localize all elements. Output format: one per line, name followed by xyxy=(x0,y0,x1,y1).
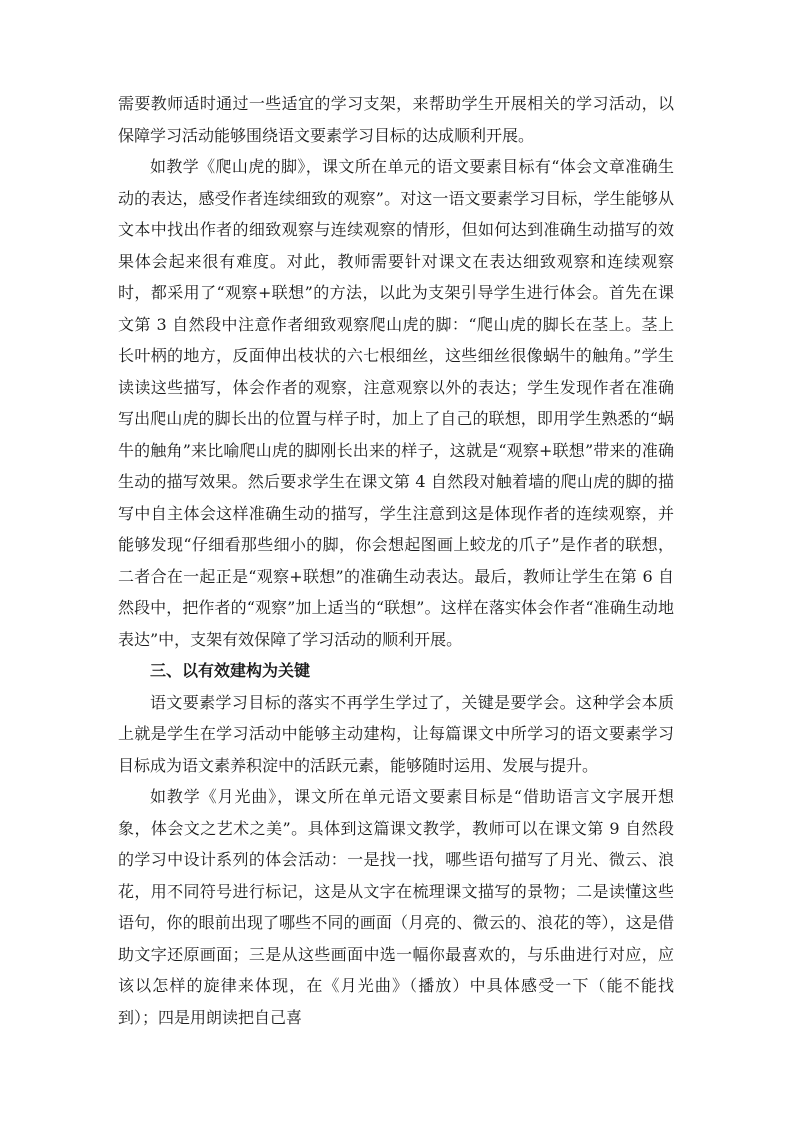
section-heading: 三、以有效建构为关键 xyxy=(150,661,311,680)
paragraph-continuation: 需要教师适时通过一些适宜的学习支架，来帮助学生开展相关的学习活动，以保障学习活动能够围绕语文要素学习目标的达成顺利开展。 xyxy=(118,94,674,145)
paragraph-effective-construction: 语文要素学习目标的落实不再学生学过了，关键是要学会。这种学会本质上就是学生在学习活动中能够主动建构，让每篇课文中所学习的语文要素学习目标成为语文素养积淀中的活跃元素，能够随时运用、发展与提升。 xyxy=(118,692,674,775)
paragraph-climbing-ivy-example: 如教学《爬山虎的脚》，课文所在单元的语文要素目标有“体会文章准确生动的表达，感受作者连续细致的观察”。对这一语文要素学习目标，学生能够从文本中找出作者的细致观察与连续观察的情形，但如何达到准确生动描写的效果体会起来很有难度。对此，教师需要针对课文在表达细致观察和连续观察时，都采用了“观察+联想”的方法，以此为支架引导学生进行体会。首先在课文第 3 自然段中注意作者细致观察爬山虎的脚：“爬山虎的脚长在茎上。茎上长叶柄的地方，反面伸出枝状的六七根细丝，这些细丝很像蜗牛的触角。”学生读读这些描写，体会作者的观察，注意观察以外的表达；学生发现作者在准确写出爬山虎的脚长出的位置与样子时，加上了自己的联想，即用学生熟悉的“蜗牛的触角”来比喻爬山虎的脚刚长出来的样子，这就是“观察+联想”带来的准确生动的描写效果。然后要求学生在课文第 4 自然段对触着墙的爬山虎的脚的描写中自主体会这样准确生动的描写，学生注意到这是体现作者的连续观察，并能够发现“仔细看那些细小的脚，你会想起图画上蛟龙的爪子”是作者的联想，二者合在一起正是“观察+联想”的准确生动表达。最后，教师让学生在第 6 自然段中，把作者的“观察”加上适当的“联想”。这样在落实体会作者“准确生动地表达”中，支架有效保障了学习活动的顺利开展。 xyxy=(118,157,674,649)
document-page xyxy=(118,88,674,1033)
paragraph-moonlight-sonata-example: 如教学《月光曲》，课文所在单元语文要素目标是“借助语言文字展开想象，体会文之艺术之美”。具体到这篇课文教学，教师可以在课文第 9 自然段的学习中设计系列的体会活动：一是找一找，哪些语句描写了月光、微云、浪花，用不同符号进行标记，这是从文字在梳理课文描写的景物；二是读懂这些语句，你的眼前出现了哪些不同的画面（月亮的、微云的、浪花的等），这是借助文字还原画面；三是从这些画面中选一幅你最喜欢的，与乐曲进行对应，应该以怎样的旋律来体现，在《月光曲》（播放）中具体感受一下（能不能找到）；四是用朗读把自己喜 xyxy=(118,787,674,1027)
